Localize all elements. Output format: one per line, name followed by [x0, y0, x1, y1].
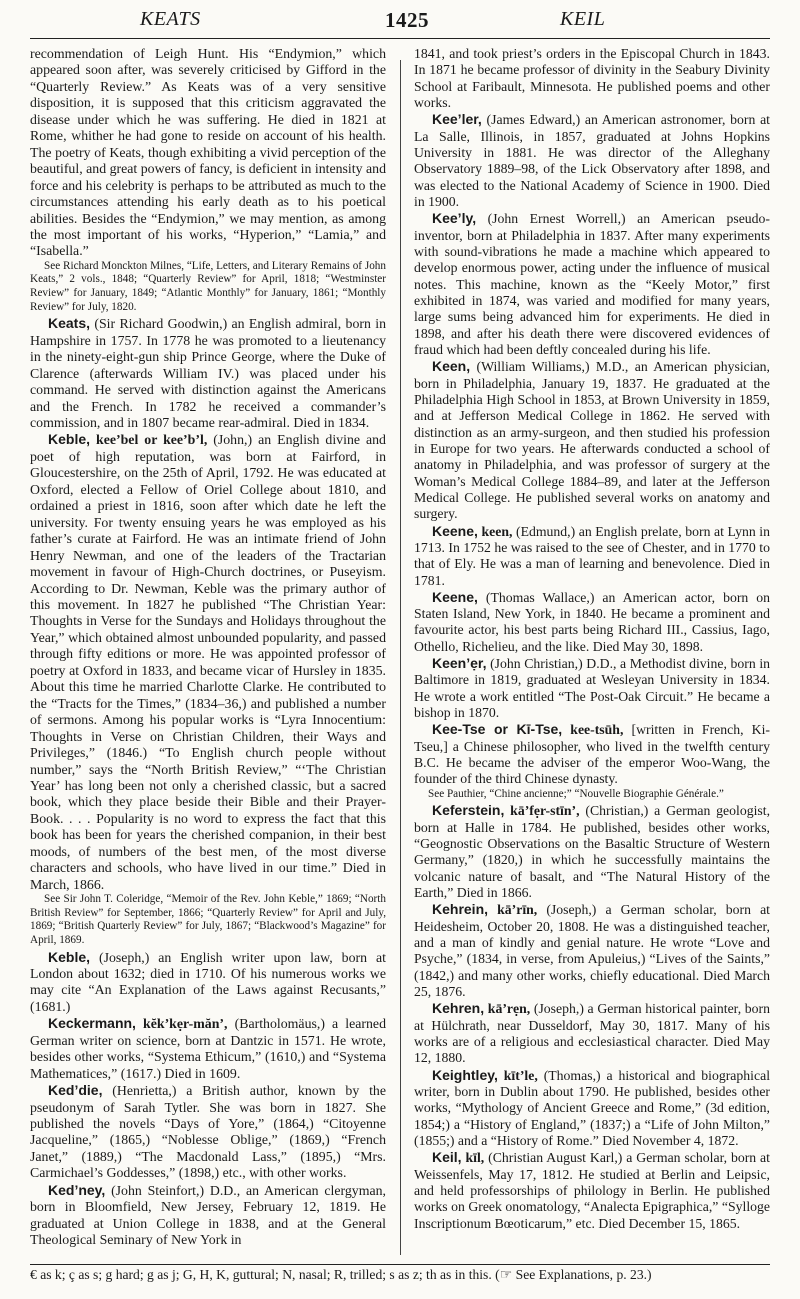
dictionary-entry	[414, 655, 770, 721]
entry-headword: Keene,	[432, 522, 478, 539]
entry-pronunciation: kee-tsūh,	[570, 722, 624, 738]
entry-text: (Thomas,) a historical and biographical writer, born in Dublin about 1790. He published, besides other works, “Mythology of Ancient Greece and Rome,” (3d edition, 1854;) a “History of England,” (1837;) a “Life of John Milton,” (1855;) and a “History of Rome.” Died November 4, 1872.	[414, 1067, 771, 1148]
entry-headword: Keil,	[432, 1149, 462, 1166]
right-column	[414, 46, 770, 1232]
entry-text: (John,) an English divine and poet of high reputation, was born at Fairford, in Gloucestershire, on the 25th of April, 1792. He was educated at Oxford, elected a Fellow of Oriel College about 1810, and ordained a priest in 1816, soon after which date he left the university. For twenty ensuing years he was employed as his father’s curate at Fairford. He was an intimate friend of John Henry Newman, and one of the leaders of the Tractarian movement in favour of High-Church doctrines, or Puseyism. According to Dr. Newman, Keble was the primary author of this movement. In 1827 he published “The Christian Year: Thoughts in Verse for the Sundays and Holidays throughout the Year,” which obtained almost unbounded popularity, and passed through fifty editions or more. He was appointed professor of poetry at Oxford in 1833, and became vicar of Hursley in 1835. About this time he married Charlotte Clarke. He contributed to the “Tracts for the Times,” (1834–36,) and published a number of sermons. Among his popular works is “Lyra Innocentium: Thoughts in Verse on Christian Children, their Ways and Privileges,” (1846.) “To English church people without number,” says the “North British Review,” “‘The Christian Year’ has long been not only a cherished classic, but a sacred book, which they place beside their Bible and their Prayer-Book. . . . Popularity is no word to express the fact that this book has been for years the cherished companion, in their best moods, of numbers of the best men, of the most diverse characters and schools, who have lived in our time.” Died in March, 1866.	[30, 432, 386, 892]
entry-headword: Keble,	[48, 431, 91, 448]
entry-pronunciation: kā’rīn,	[497, 902, 538, 918]
entry-headword: Keferstein,	[432, 802, 505, 819]
header-rule	[30, 38, 770, 39]
pronunciation-key-footer	[30, 1267, 770, 1291]
entry-text: (Sir Richard Goodwin,) an English admiral, born in Hampshire in 1757. In 1778 he was promoted to a lieutenancy in the ninety-eight-gun ship Prince George, where the Duke of Clarence (afterwards William IV.) was placed under his command. He served with distinction against the Americans and the French. In 1782 he received a commander’s commission, and in 1807 became rear-admiral. Died in 1834.	[30, 316, 387, 430]
entry-headword: Kehrein,	[432, 901, 489, 918]
header-right-word: KEIL	[560, 8, 606, 30]
dictionary-entry	[414, 802, 770, 901]
reference-note: See Richard Monckton Milnes, “Life, Letters, and Literary Remains of John Keats,” 2 vols., 1848; “Quarterly Review” for April, 1818; “Westminster Review” for January, 1849; “Atlantic Monthly” for January, 1861; “Monthly Review” for July, 1820.	[30, 259, 386, 313]
entry-text: (Christian August Karl,) a German scholar, born at Weissenfels, May 17, 1812. He studied at Berlin and Leipsic, and held professorships of philology in Berlin. He published works on Greek onomatology, “Analecta Epigraphica,” “Sylloge Inscriptionum Bœoticarum,” etc. Died December 15, 1865.	[414, 1150, 770, 1231]
entry-headword: Keen’ẹr,	[432, 655, 487, 672]
entry-text: (John Steinfort,) D.D., an American clergyman, born in Bloomfield, New Jersey, February 12, 1819. He graduated at Union College in 1838, and at the General Theological Seminary of New York in	[30, 1182, 386, 1248]
entry-pronunciation: kā’rẹn,	[487, 1001, 531, 1017]
entry-headword: Kee’ly,	[432, 210, 477, 227]
dictionary-entry	[414, 901, 770, 1000]
dictionary-entry	[30, 315, 386, 431]
dictionary-entry	[30, 1082, 386, 1182]
entry-text: [written in French, Ki-Tseu,] a Chinese philosopher, who lived in the twelfth century B.C. He became the adviser of the emperor Woo-Wang, the founder of the third Chinese dynasty.	[414, 722, 770, 787]
dictionary-entry	[30, 1015, 386, 1082]
page-number: 1425	[385, 8, 429, 32]
dictionary-entry	[414, 1149, 770, 1232]
dictionary-entry	[30, 1182, 386, 1249]
left-column	[30, 46, 386, 1249]
pronunciation-key: € as k; ç as s; g hard; g as j; G, H, K, guttural; N, nasal; R, trilled; s as z; th as in this.	[30, 1267, 492, 1282]
entry-headword: Keats,	[48, 315, 91, 332]
entry-headword: Keene,	[432, 588, 478, 605]
dictionary-entry	[414, 1000, 770, 1066]
entry-pronunciation: kĕk’kẹr-măn’,	[143, 1016, 228, 1032]
entry-pronunciation: kee’bel or kee’b’l,	[96, 432, 208, 448]
entry-headword: Ked’ney,	[48, 1181, 106, 1198]
see-explanations-link[interactable]: See Explanations, p. 23.)	[515, 1267, 652, 1282]
entry-text: (William Williams,) M.D., an American physician, born in Philadelphia, January 19, 1837. He graduated at the Philadelphia High School in 1853, at Brown University in 1859, and at Jefferson Medical College in 1862. He served with distinction as an army-surgeon, and then studied his profession in Europe for two years. He afterwards conducted a school of anatomy in Philadelphia, and was professor of surgery at the Woman’s Medical College 1884–89, and later at the Jefferson Medical College. He published several works on anatomy and surgery.	[414, 359, 770, 522]
entry-continuation: 1841, and took priest’s orders in the Episcopal Church in 1843. In 1871 he became professor of divinity in the Seabury Divinity School at Faribault, Minnesota. He published poems and other works.	[414, 46, 770, 110]
entry-pronunciation: kīl,	[465, 1150, 485, 1166]
header-left-word: KEATS	[140, 8, 201, 30]
entry-headword: Keightley,	[432, 1066, 498, 1083]
entry-text: (Joseph,) an English writer upon law, born at London about 1632; died in 1710. Of his numerous works we may cite “An Explanation of the Laws against Recusants,” (1681.)	[30, 949, 386, 1014]
dictionary-entry	[414, 1067, 770, 1150]
footer-rule	[30, 1264, 770, 1265]
entry-headword: Kehren,	[432, 1000, 485, 1017]
entry-headword: Kee’ler,	[432, 111, 482, 128]
dictionary-entry	[414, 589, 770, 655]
entry-pronunciation: kā’fẹr-stīn’,	[510, 803, 580, 819]
entry-text: (Joseph,) a German historical painter, born at Hülchrath, near Dusseldorf, May 30, 1817. Many of his works are of a religious and ecclesiastical character. Died May 12, 1880.	[414, 1001, 771, 1066]
reference-note: See Pauthier, “Chine ancienne;” “Nouvelle Biographie Générale.”	[428, 787, 724, 800]
entry-text: (John Ernest Worrell,) an American pseudo-inventor, born at Philadelphia in 1837. After many experiments with sound-vibrations he made a machine which appeared to develop enormous power, acting under the influence of musical notes. This machine, known as the “Keely Motor,” first exhibited in 1874, was varied and modified for many years, large sums being advanced him for experiments. He died in 1898, and after his death there were discovered evidences of fraud which had been deftly concealed during his life.	[414, 211, 771, 357]
dictionary-entry	[414, 111, 770, 210]
entry-text: (John Christian,) D.D., a Methodist divine, born in Baltimore in 1819, graduated at Wesleyan University in 1834. He wrote a work entitled “The Post-Oak Circuit.” He became a bishop in 1870.	[414, 656, 771, 721]
entry-text: (Bartholomäus,) a learned German writer on science, born at Dantzic in 1571. He wrote, besides other works, “Systema Ethicum,” (1610,) and “Systema Mathematices,” (1617.) Died in 1609.	[30, 1016, 386, 1081]
entry-continuation: recommendation of Leigh Hunt. His “Endymion,” which appeared soon after, was severely criticised by Gifford in the “Quarterly Review.” As Keats was of a very sensitive disposition, it is supposed that this criticism aggravated the disease under which he was suffering. He died in 1821 at Rome, whither he had gone to reside on account of his health. The poetry of Keats, though exhibiting a vivid perception of the beautiful, and great powers of fancy, is deficient in intensity and force and his celebrity is perhaps to be attributed as much to the circumstances attending his early death as to his poetical abilities. Besides the “Endymion,” we may mention, as among the most important of his works, “Hyperion,” “Lamia,” and “Isabella.”	[30, 46, 386, 259]
pointing-hand-icon: ☞	[499, 1268, 513, 1283]
reference-note: See Sir John T. Coleridge, “Memoir of the Rev. John Keble,” 1869; “North British Review” for September, 1866; “Quarterly Review” for April and July, 1869; “British Quarterly Review” for July, 1867; “Blackwood’s Magazine” for April, 1869.	[30, 893, 386, 946]
dictionary-entry	[414, 721, 770, 787]
entry-headword: Keen,	[432, 358, 471, 375]
entry-text: (Edmund,) an English prelate, born at Lynn in 1713. In 1752 he was raised to the see of Chester, and in 1770 to that of Ely. He was a man of learning and benevolence. Died in 1781.	[414, 523, 770, 588]
entry-headword: Keckermann,	[48, 1015, 136, 1032]
dictionary-entry	[30, 949, 386, 1016]
entry-text: (James Edward,) an American astronomer, born at La Salle, Illinois, in 1857, graduated at Johns Hopkins University in 1881. He was director of the Alleghany Observatory 1889–98, of the Lick Observatory after 1898, and was elected to the National Academy of Science in 1900. Died in 1900.	[414, 112, 770, 209]
entry-text: (Henrietta,) a British author, known by the pseudonym of Sarah Tytler. She was born in 1827. She published the novels “Days of Yore,” (1864,) “Citoyenne Jacqueline,” (1865,) “Noblesse Oblige,” (1869,) “French Janet,” (1889,) “The Macdonald Lass,” (1895,) “Mrs. Carmichael’s Goddesses,” (1898,) etc., with other works.	[30, 1083, 386, 1181]
entry-text: (Joseph,) a German scholar, born at Heidesheim, October 20, 1808. He was a distinguished teacher, and a man of kindly and genial nature. He wrote “Love and Psyche,” (1834, in verse, from Apuleius,) “Lives of the Saints,” (1842,) and many other works, chiefly educational. Died March 25, 1876.	[414, 902, 771, 999]
dictionary-entry	[414, 523, 770, 589]
dictionary-entry	[30, 431, 386, 893]
entry-headword: Keble,	[48, 948, 91, 965]
entry-headword: Ked’die,	[48, 1082, 103, 1099]
page-header	[30, 8, 770, 38]
entry-pronunciation: keen,	[481, 523, 513, 539]
entry-pronunciation: kīt’le,	[503, 1067, 538, 1083]
entry-headword: Kee-Tse or Kī-Tse,	[432, 721, 563, 738]
dictionary-entry	[414, 210, 770, 358]
column-divider	[400, 60, 401, 1255]
entry-text: (Christian,) a German geologist, born at Halle in 1784. He published, besides other works, “Geognostic Observations on the Basaltic Structure of Western Germany,” (1820,) in which he successfully maintains the volcanic nature of basalt, and “The Natural History of the Earth,” Died in 1866.	[414, 803, 771, 900]
open-paren: (	[495, 1267, 500, 1282]
dictionary-entry	[414, 358, 770, 522]
entry-text: (Thomas Wallace,) an American actor, born on Staten Island, New York, in 1840. He became a prominent and favourite actor, his best parts being Richard III., Cassius, Iago, Othello, Richelieu, and the like. Died May 30, 1898.	[414, 589, 770, 654]
